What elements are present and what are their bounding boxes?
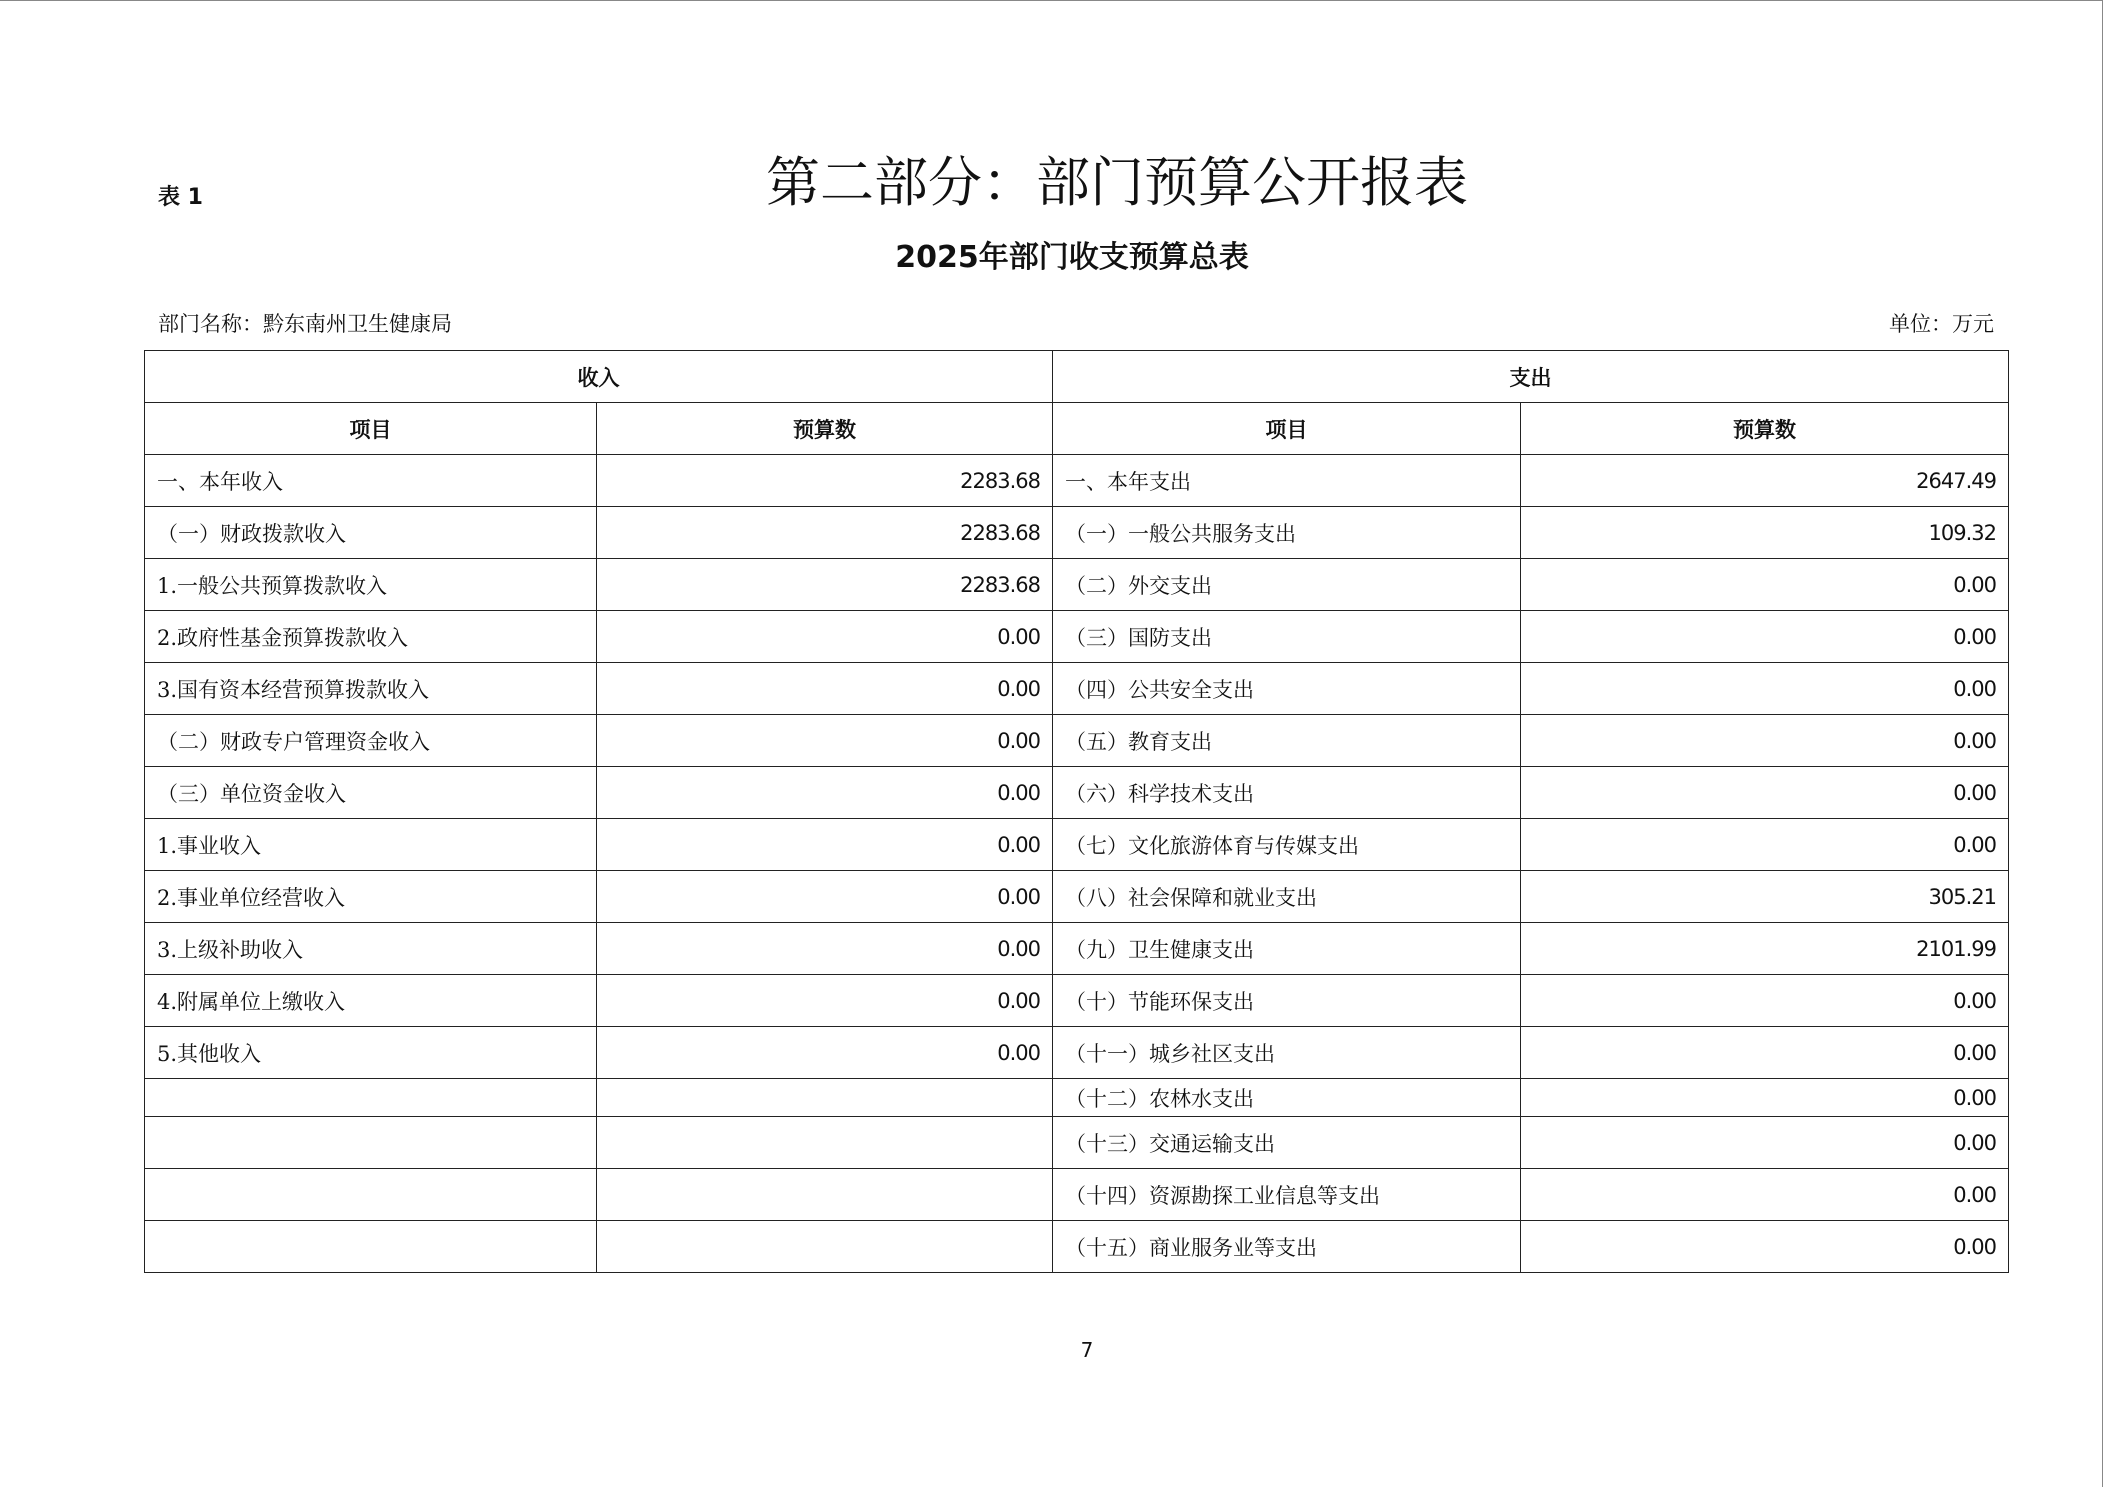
income-value: 0.00 — [597, 923, 1053, 975]
expense-item: （十）节能环保支出 — [1053, 975, 1521, 1027]
expense-value: 0.00 — [1521, 663, 2009, 715]
unit-label: 单位：万元 — [1889, 312, 1994, 336]
income-value: 0.00 — [597, 1027, 1053, 1079]
department-name: 部门名称：黔东南州卫生健康局 — [158, 312, 452, 336]
expense-item: （三）国防支出 — [1053, 611, 1521, 663]
expense-item: （六）科学技术支出 — [1053, 767, 1521, 819]
income-item: （一）财政拨款收入 — [145, 507, 597, 559]
expense-value: 0.00 — [1521, 1117, 2009, 1169]
income-value — [597, 1169, 1053, 1221]
expense-header: 支出 — [1053, 351, 2009, 403]
expense-item: （十三）交通运输支出 — [1053, 1117, 1521, 1169]
expense-item: （九）卫生健康支出 — [1053, 923, 1521, 975]
table-column-header-row — [145, 403, 2009, 455]
table-row — [145, 715, 2009, 767]
income-item — [145, 1221, 597, 1273]
expense-item-column-header: 项目 — [1053, 403, 1521, 455]
income-value: 0.00 — [597, 611, 1053, 663]
table-row — [145, 871, 2009, 923]
page-number: 7 — [1080, 1338, 1094, 1362]
expense-value: 0.00 — [1521, 1027, 2009, 1079]
table-row — [145, 455, 2009, 507]
income-header: 收入 — [145, 351, 1053, 403]
expense-item: （五）教育支出 — [1053, 715, 1521, 767]
expense-value: 0.00 — [1521, 715, 2009, 767]
expense-value: 305.21 — [1521, 871, 2009, 923]
expense-item: （十二）农林水支出 — [1053, 1079, 1521, 1117]
table-row — [145, 1027, 2009, 1079]
income-value — [597, 1079, 1053, 1117]
table-title: 2025年部门收支预算总表 — [895, 240, 1249, 275]
table-label: 表 1 — [158, 185, 203, 210]
expense-value: 0.00 — [1521, 819, 2009, 871]
table-group-header-row — [145, 351, 2009, 403]
table-row — [145, 819, 2009, 871]
income-item: 3.国有资本经营预算拨款收入 — [145, 663, 597, 715]
expense-item: （十四）资源勘探工业信息等支出 — [1053, 1169, 1521, 1221]
expense-value: 109.32 — [1521, 507, 2009, 559]
expense-value: 0.00 — [1521, 611, 2009, 663]
income-item: 1.事业收入 — [145, 819, 597, 871]
table-row — [145, 507, 2009, 559]
page-title: 第二部分：部门预算公开报表 — [766, 151, 1468, 214]
income-item: 4.附属单位上缴收入 — [145, 975, 597, 1027]
expense-value: 0.00 — [1521, 1169, 2009, 1221]
expense-value: 2101.99 — [1521, 923, 2009, 975]
table-row — [145, 559, 2009, 611]
table-row — [145, 1169, 2009, 1221]
expense-item: （一）一般公共服务支出 — [1053, 507, 1521, 559]
expense-value: 0.00 — [1521, 975, 2009, 1027]
expense-value: 0.00 — [1521, 767, 2009, 819]
income-value: 0.00 — [597, 975, 1053, 1027]
expense-item: 一、本年支出 — [1053, 455, 1521, 507]
expense-item: （七）文化旅游体育与传媒支出 — [1053, 819, 1521, 871]
income-item — [145, 1169, 597, 1221]
income-item: 2.事业单位经营收入 — [145, 871, 597, 923]
expense-value: 0.00 — [1521, 559, 2009, 611]
table-row — [145, 767, 2009, 819]
income-value: 2283.68 — [597, 455, 1053, 507]
expense-item: （十五）商业服务业等支出 — [1053, 1221, 1521, 1273]
expense-item: （二）外交支出 — [1053, 559, 1521, 611]
income-value: 0.00 — [597, 871, 1053, 923]
income-value — [597, 1117, 1053, 1169]
expense-item: （八）社会保障和就业支出 — [1053, 871, 1521, 923]
expense-item: （四）公共安全支出 — [1053, 663, 1521, 715]
income-item: 一、本年收入 — [145, 455, 597, 507]
income-item-column-header: 项目 — [145, 403, 597, 455]
income-item — [145, 1079, 597, 1117]
income-item: 1.一般公共预算拨款收入 — [145, 559, 597, 611]
income-item: 5.其他收入 — [145, 1027, 597, 1079]
table-row — [145, 923, 2009, 975]
table-body — [145, 455, 2009, 1273]
budget-summary-table — [144, 350, 2009, 1273]
income-item: （二）财政专户管理资金收入 — [145, 715, 597, 767]
expense-value: 0.00 — [1521, 1079, 2009, 1117]
income-budget-column-header: 预算数 — [597, 403, 1053, 455]
income-value: 2283.68 — [597, 507, 1053, 559]
table-row — [145, 1117, 2009, 1169]
expense-value: 0.00 — [1521, 1221, 2009, 1273]
income-item — [145, 1117, 597, 1169]
income-item: （三）单位资金收入 — [145, 767, 597, 819]
expense-value: 2647.49 — [1521, 455, 2009, 507]
income-value: 0.00 — [597, 767, 1053, 819]
table-row — [145, 611, 2009, 663]
income-value: 2283.68 — [597, 559, 1053, 611]
income-value: 0.00 — [597, 819, 1053, 871]
income-value: 0.00 — [597, 663, 1053, 715]
table-row — [145, 1079, 2009, 1117]
income-value — [597, 1221, 1053, 1273]
expense-item: （十一）城乡社区支出 — [1053, 1027, 1521, 1079]
income-value: 0.00 — [597, 715, 1053, 767]
table-row — [145, 1221, 2009, 1273]
expense-budget-column-header: 预算数 — [1521, 403, 2009, 455]
income-item: 3.上级补助收入 — [145, 923, 597, 975]
table-row — [145, 663, 2009, 715]
table-row — [145, 975, 2009, 1027]
income-item: 2.政府性基金预算拨款收入 — [145, 611, 597, 663]
